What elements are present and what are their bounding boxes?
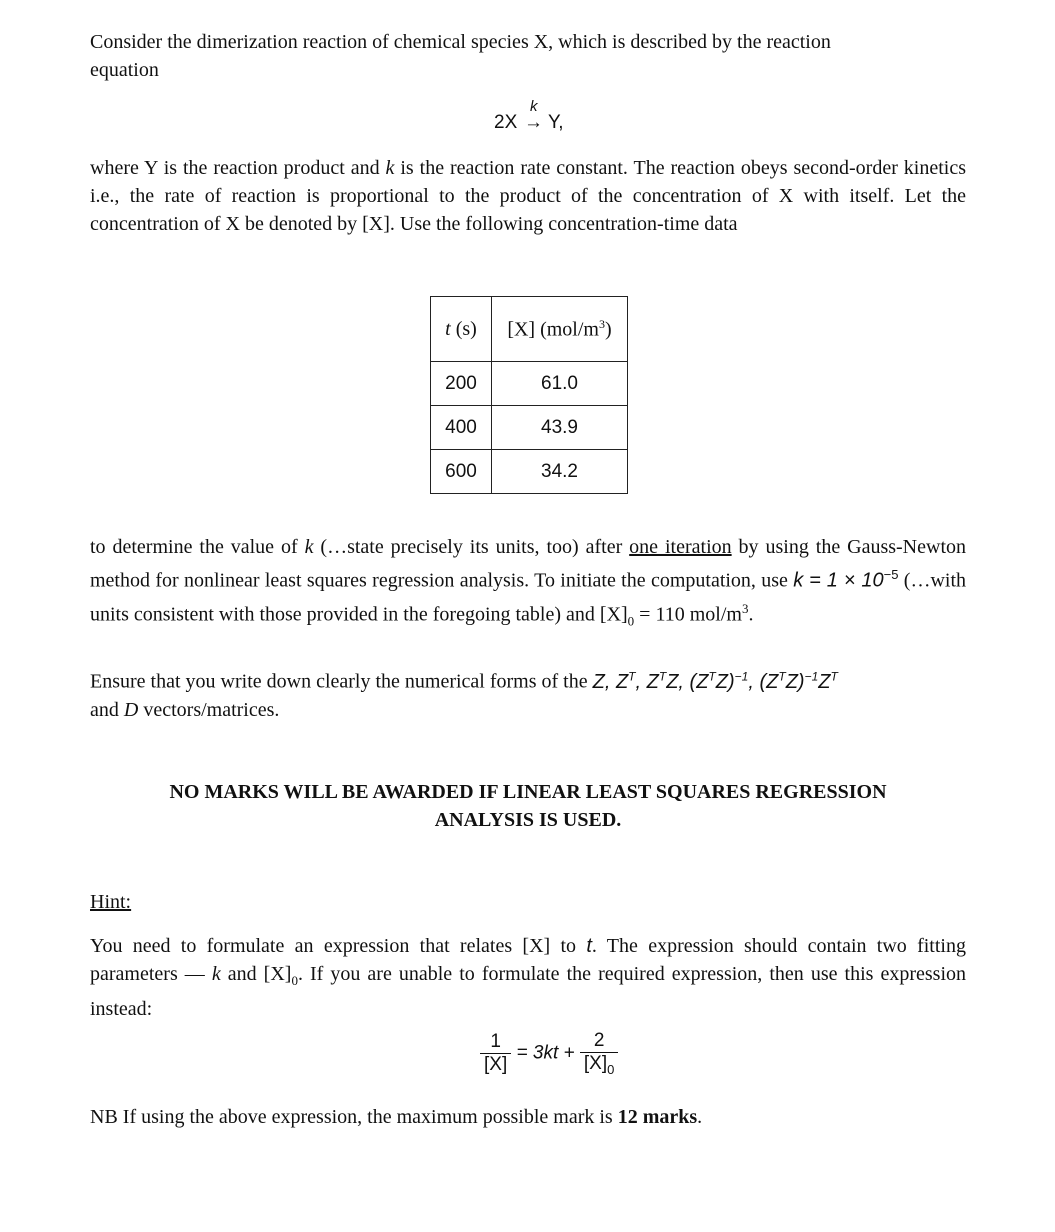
fraction-1: $\frac{1}{[X]}$ (480, 1031, 511, 1076)
hint-formula (480, 1030, 618, 1077)
header-concentration: [X] $(mol/m^3)$ (492, 297, 628, 362)
reaction-arrow: → (524, 112, 543, 133)
hint-label: Hint: (90, 891, 132, 913)
cell-time: 200 (431, 362, 492, 406)
warning-notice: NO MARKS WILL BE AWARDED IF LINEAR LEAST SQUARES REGRESSION ANALYSIS IS USED. (169, 781, 887, 831)
paragraph-2: where Y is the reaction product and k is the reaction rate constant. The reaction obeys second-order kinetics i.e., the rate of reaction is proportional to the product of the concentration of X with itself. Let the concentration of X be denoted by [X]. Use the following concentration-time data (90, 157, 966, 235)
header-time: t (s) (431, 297, 492, 362)
cell-time: 400 (431, 406, 492, 450)
paragraph-4: Ensure that you write down clearly the numerical forms of the Z, $Z^T$, $Z^TZ$, $(Z^TZ)^{-1}$, $(Z^TZ)^{-1}Z^T$ and D vectors/matrices. (90, 669, 838, 721)
cell-concentration: 43.9 (492, 406, 628, 450)
intro-line-1: Consider the dimerization reaction of chemical species X, which is described by the reaction (90, 31, 831, 53)
intro-line-2: equation (90, 59, 159, 81)
reaction-rhs: Y, (548, 112, 564, 133)
cell-time: 600 (431, 450, 492, 494)
hint-text: You need to formulate an expression that relates [X] to t. The expression should contain two fitting parameters — k and $[X]_0$. If you are unable to formulate the required expression, then use this expression instead: (90, 935, 967, 1020)
cell-concentration: 34.2 (492, 450, 628, 494)
paragraph-3: to determine the value of k (…state precisely its units, too) after one iteration by using the Gauss-Newton method for nonlinear least squares regression analysis. To initiate the computation, use $k = 1 \times 10^{-5}$ (…with units consistent with those provided in the foregoing table) and $[X]_0 = 110$ mol/$m^3$. (90, 536, 967, 629)
concentration-time-table (430, 296, 628, 494)
table-row (431, 450, 628, 494)
reaction-rate-constant: k (530, 98, 538, 115)
table-row (431, 406, 628, 450)
table-row (431, 362, 628, 406)
reaction-lhs: 2X (494, 112, 518, 133)
formula-middle: = 3kt + (516, 1042, 575, 1064)
table-header-row (431, 297, 628, 362)
nb-note: NB If using the above expression, the maximum possible mark is 12 marks. (90, 1106, 703, 1128)
fraction-2: $\frac{2}{[X]_0}$ (580, 1030, 618, 1077)
cell-concentration: 61.0 (492, 362, 628, 406)
